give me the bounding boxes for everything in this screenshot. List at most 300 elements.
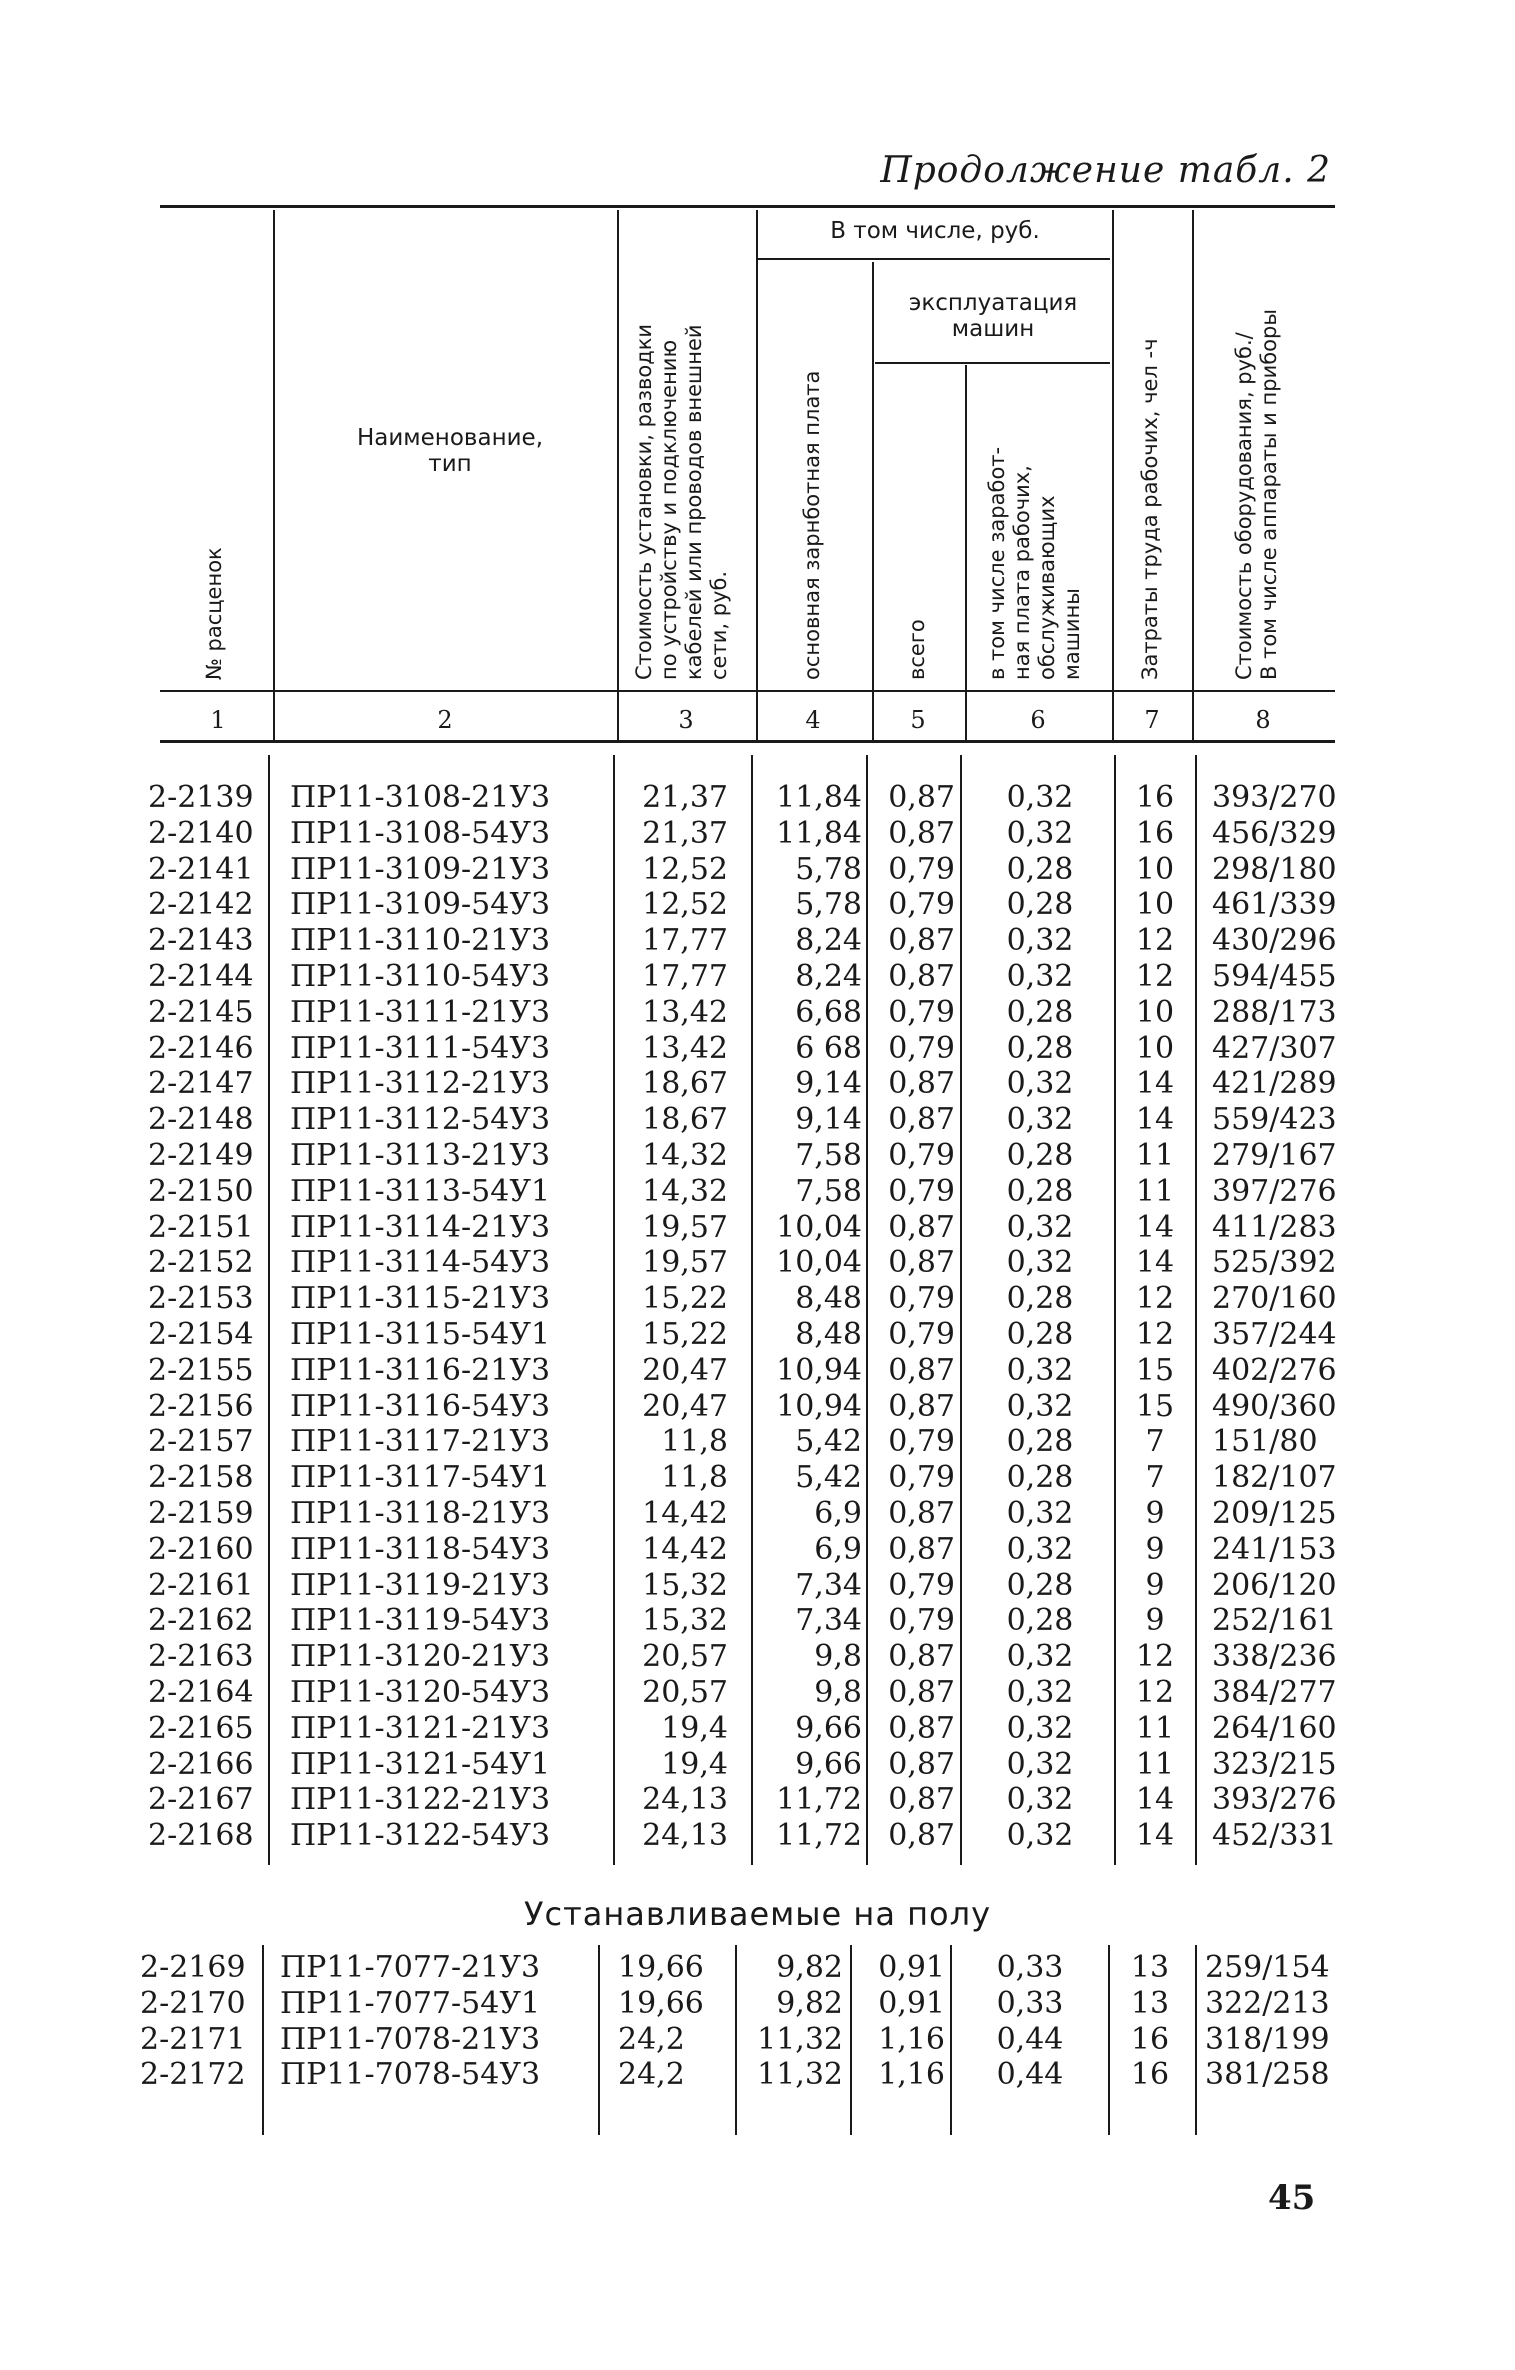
cell-base-wage: 9,14 (795, 1102, 862, 1138)
cell-operator-wage: 0,32 (1006, 1818, 1074, 1854)
cell-labor-cost: 14 (1135, 1209, 1175, 1245)
cell-name-type: ПР11-3112-21У3 (290, 1066, 551, 1102)
cell-name-type: ПР11-3114-54У3 (290, 1245, 551, 1281)
column-number-4: 4 (805, 706, 821, 734)
header-machine-operation: эксплуатация машин (908, 290, 1078, 342)
cell-name-type: ПР11-3121-21У3 (290, 1710, 551, 1746)
cell-operator-wage: 0,32 (1006, 1675, 1074, 1710)
cell-install-cost: 19,4 (661, 1710, 728, 1746)
cell-labor-cost: 12 (1135, 923, 1175, 959)
body-col-divider-2 (613, 755, 615, 1865)
cell-machine-total: 0,79 (888, 1173, 955, 1209)
cell-operator-wage: 0,28 (1006, 1138, 1074, 1173)
cell-install-cost: 19,57 (642, 1245, 728, 1281)
cell-name-type: ПР11-3119-21У3 (290, 1567, 551, 1603)
cell-equipment-cost: 381/258 (1205, 2057, 1330, 2093)
cell-install-cost: 12,52 (642, 851, 728, 887)
header-total: всего (905, 619, 929, 680)
cell-equipment-cost: 384/277 (1212, 1675, 1337, 1710)
cell-name-type: ПР11-3116-21У3 (290, 1352, 551, 1388)
header-labor-cost: Затраты труда рабочих, чел -ч (1138, 338, 1162, 680)
cell-machine-total: 0,87 (888, 1818, 955, 1854)
cell-machine-total: 0,87 (888, 1782, 955, 1818)
cell-labor-cost: 10 (1135, 887, 1175, 923)
cell-base-wage: 8,48 (795, 1281, 862, 1317)
cell-labor-cost: 11 (1135, 1746, 1175, 1782)
cell-rate-number: 2-2142 (148, 887, 254, 923)
cell-rate-number: 2-2145 (148, 994, 254, 1030)
cell-equipment-cost: 594/455 (1212, 959, 1337, 994)
cell-operator-wage: 0,28 (1006, 1460, 1074, 1496)
cell-install-cost: 24,2 (618, 2021, 685, 2057)
cell-rate-number: 2-2144 (148, 959, 254, 994)
cell-base-wage: 8,24 (795, 959, 862, 994)
floor-col-divider-5 (950, 1945, 952, 2135)
cell-base-wage: 6 68 (795, 1030, 862, 1066)
cell-install-cost: 18,67 (642, 1102, 728, 1138)
cell-name-type: ПР11-3109-54У3 (290, 887, 551, 923)
cell-base-wage: 5,42 (795, 1424, 862, 1460)
column-number-7: 7 (1144, 706, 1160, 734)
cell-name-type: ПР11-3113-54У1 (290, 1173, 551, 1209)
cell-labor-cost: 14 (1135, 1102, 1175, 1138)
cell-rate-number: 2-2158 (148, 1460, 254, 1496)
cell-install-cost: 20,47 (642, 1388, 728, 1424)
cell-install-cost: 13,42 (642, 1030, 728, 1066)
cell-name-type: ПР11-3115-54У1 (290, 1317, 551, 1352)
cell-operator-wage: 0,28 (1006, 851, 1074, 887)
cell-labor-cost: 12 (1135, 1317, 1175, 1352)
cell-machine-total: 0,79 (888, 887, 955, 923)
cell-base-wage: 9,66 (795, 1746, 862, 1782)
cell-labor-cost: 12 (1135, 1639, 1175, 1675)
cell-equipment-cost: 209/125 (1212, 1496, 1337, 1531)
header-col-divider-6 (1112, 210, 1114, 740)
cell-machine-total: 0,79 (888, 1138, 955, 1173)
cell-install-cost: 19,66 (618, 1950, 704, 1985)
cell-base-wage: 6,9 (814, 1531, 862, 1567)
cell-operator-wage: 0,44 (996, 2057, 1064, 2093)
exploitation-underline (875, 362, 1110, 364)
cell-labor-cost: 10 (1135, 994, 1175, 1030)
cell-install-cost: 20,47 (642, 1352, 728, 1388)
cell-rate-number: 2-2170 (140, 1985, 246, 2021)
cell-machine-total: 0,87 (888, 1245, 955, 1281)
cell-labor-cost: 13 (1130, 1950, 1170, 1985)
cell-machine-total: 0,87 (888, 1352, 955, 1388)
cell-equipment-cost: 559/423 (1212, 1102, 1337, 1138)
cell-install-cost: 24,13 (642, 1818, 728, 1854)
cell-name-type: ПР11-3110-21У3 (290, 923, 551, 959)
cell-rate-number: 2-2150 (148, 1173, 254, 1209)
cell-labor-cost: 16 (1135, 780, 1175, 815)
cell-equipment-cost: 393/270 (1212, 780, 1337, 815)
cell-base-wage: 10,04 (776, 1209, 862, 1245)
table-top-rule (160, 205, 1335, 208)
cell-machine-total: 0,79 (888, 1317, 955, 1352)
cell-name-type: ПР11-3113-21У3 (290, 1138, 551, 1173)
cell-base-wage: 10,94 (776, 1388, 862, 1424)
cell-equipment-cost: 430/296 (1212, 923, 1337, 959)
cell-labor-cost: 16 (1130, 2057, 1170, 2093)
column-number-1: 1 (210, 706, 226, 734)
cell-base-wage: 6,9 (814, 1496, 862, 1531)
cell-machine-total: 1,16 (878, 2057, 945, 2093)
cell-name-type: ПР11-7078-54У3 (280, 2057, 541, 2093)
cell-install-cost: 24,2 (618, 2057, 685, 2093)
cell-equipment-cost: 323/215 (1212, 1746, 1337, 1782)
cell-name-type: ПР11-3108-21У3 (290, 780, 551, 815)
cell-equipment-cost: 397/276 (1212, 1173, 1337, 1209)
cell-rate-number: 2-2164 (148, 1675, 254, 1710)
cell-base-wage: 9,82 (776, 1950, 843, 1985)
cell-labor-cost: 15 (1135, 1388, 1175, 1424)
cell-operator-wage: 0,28 (1006, 1567, 1074, 1603)
cell-rate-number: 2-2146 (148, 1030, 254, 1066)
cell-labor-cost: 7 (1145, 1424, 1165, 1460)
cell-operator-wage: 0,32 (1006, 1245, 1074, 1281)
cell-operator-wage: 0,32 (1006, 959, 1074, 994)
cell-machine-total: 0,87 (888, 780, 955, 815)
cell-install-cost: 15,22 (642, 1317, 728, 1352)
cell-rate-number: 2-2157 (148, 1424, 254, 1460)
header-col-divider-5 (965, 365, 967, 740)
cell-equipment-cost: 452/331 (1212, 1818, 1337, 1854)
cell-base-wage: 9,66 (795, 1710, 862, 1746)
cell-name-type: ПР11-7077-54У1 (280, 1985, 541, 2021)
cell-install-cost: 13,42 (642, 994, 728, 1030)
cell-install-cost: 15,22 (642, 1281, 728, 1317)
body-col-divider-1 (268, 755, 270, 1865)
cell-equipment-cost: 252/161 (1212, 1603, 1337, 1639)
cell-operator-wage: 0,33 (996, 1950, 1064, 1985)
cell-equipment-cost: 241/153 (1212, 1531, 1337, 1567)
cell-machine-total: 0,91 (878, 1985, 945, 2021)
cell-labor-cost: 12 (1135, 1281, 1175, 1317)
cell-base-wage: 7,34 (795, 1567, 862, 1603)
cell-machine-total: 0,87 (888, 1209, 955, 1245)
cell-equipment-cost: 322/213 (1205, 1985, 1330, 2021)
floor-col-divider-4 (850, 1945, 852, 2135)
cell-equipment-cost: 357/244 (1212, 1317, 1337, 1352)
cell-equipment-cost: 279/167 (1212, 1138, 1337, 1173)
cell-rate-number: 2-2163 (148, 1639, 254, 1675)
cell-base-wage: 11,72 (776, 1818, 862, 1854)
header-group-in-rubles: В том числе, руб. (830, 218, 1040, 244)
cell-install-cost: 14,42 (642, 1531, 728, 1567)
body-col-divider-7 (1195, 755, 1197, 1865)
cell-equipment-cost: 288/173 (1212, 994, 1337, 1030)
cell-machine-total: 0,87 (888, 1675, 955, 1710)
cell-base-wage: 8,48 (795, 1317, 862, 1352)
cell-name-type: ПР11-7077-21У3 (280, 1950, 541, 1985)
cell-rate-number: 2-2154 (148, 1317, 254, 1352)
cell-base-wage: 5,78 (795, 851, 862, 887)
cell-equipment-cost: 206/120 (1212, 1567, 1337, 1603)
cell-machine-total: 1,16 (878, 2021, 945, 2057)
cell-rate-number: 2-2161 (148, 1567, 254, 1603)
cell-install-cost: 19,4 (661, 1746, 728, 1782)
column-numbers-rule (160, 740, 1335, 743)
cell-rate-number: 2-2148 (148, 1102, 254, 1138)
cell-base-wage: 10,04 (776, 1245, 862, 1281)
cell-install-cost: 14,42 (642, 1496, 728, 1531)
header-col-divider-1 (273, 210, 275, 740)
cell-machine-total: 0,87 (888, 1639, 955, 1675)
cell-operator-wage: 0,32 (1006, 1209, 1074, 1245)
cell-rate-number: 2-2160 (148, 1531, 254, 1567)
cell-operator-wage: 0,44 (996, 2021, 1064, 2057)
cell-name-type: ПР11-3114-21У3 (290, 1209, 551, 1245)
cell-name-type: ПР11-3117-54У1 (290, 1460, 551, 1496)
cell-machine-total: 0,87 (888, 1746, 955, 1782)
cell-base-wage: 5,42 (795, 1460, 862, 1496)
cell-operator-wage: 0,32 (1006, 1496, 1074, 1531)
cell-base-wage: 11,84 (776, 815, 862, 851)
cell-labor-cost: 12 (1135, 959, 1175, 994)
cell-operator-wage: 0,32 (1006, 1639, 1074, 1675)
cell-operator-wage: 0,28 (1006, 1030, 1074, 1066)
cell-machine-total: 0,87 (888, 1496, 955, 1531)
cell-labor-cost: 11 (1135, 1138, 1175, 1173)
cell-rate-number: 2-2149 (148, 1138, 254, 1173)
cell-labor-cost: 13 (1130, 1985, 1170, 2021)
cell-base-wage: 11,32 (757, 2021, 843, 2057)
cell-equipment-cost: 264/160 (1212, 1710, 1337, 1746)
cell-base-wage: 11,72 (776, 1782, 862, 1818)
cell-machine-total: 0,79 (888, 1567, 955, 1603)
cell-equipment-cost: 411/283 (1212, 1209, 1337, 1245)
cell-install-cost: 19,66 (618, 1985, 704, 2021)
cell-operator-wage: 0,32 (1006, 1352, 1074, 1388)
cell-operator-wage: 0,28 (1006, 1281, 1074, 1317)
cell-labor-cost: 7 (1145, 1460, 1165, 1496)
header-col-divider-4 (872, 262, 874, 740)
cell-equipment-cost: 421/289 (1212, 1066, 1337, 1102)
cell-rate-number: 2-2159 (148, 1496, 254, 1531)
cell-operator-wage: 0,32 (1006, 1782, 1074, 1818)
cell-name-type: ПР11-3108-54У3 (290, 815, 551, 851)
header-bottom-rule (160, 690, 1335, 692)
cell-base-wage: 7,58 (795, 1138, 862, 1173)
cell-operator-wage: 0,28 (1006, 1424, 1074, 1460)
cell-install-cost: 17,77 (642, 959, 728, 994)
cell-base-wage: 9,8 (814, 1675, 862, 1710)
cell-base-wage: 7,34 (795, 1603, 862, 1639)
cell-install-cost: 12,52 (642, 887, 728, 923)
cell-labor-cost: 10 (1135, 1030, 1175, 1066)
cell-labor-cost: 9 (1145, 1496, 1165, 1531)
cell-operator-wage: 0,28 (1006, 1603, 1074, 1639)
cell-name-type: ПР11-3111-54У3 (290, 1030, 551, 1066)
cell-name-type: ПР11-3110-54У3 (290, 959, 551, 994)
cell-rate-number: 2-2155 (148, 1352, 254, 1388)
cell-base-wage: 5,78 (795, 887, 862, 923)
cell-equipment-cost: 490/360 (1212, 1388, 1337, 1424)
header-equipment-cost: Стоимость оборудования, руб./ В том числе аппараты и приборы (1232, 309, 1281, 680)
cell-equipment-cost: 393/276 (1212, 1782, 1337, 1818)
cell-equipment-cost: 461/339 (1212, 887, 1337, 923)
cell-machine-total: 0,87 (888, 959, 955, 994)
cell-labor-cost: 9 (1145, 1567, 1165, 1603)
header-base-wage: основная зарнботная плата (800, 370, 824, 680)
cell-rate-number: 2-2169 (140, 1950, 246, 1985)
cell-install-cost: 19,57 (642, 1209, 728, 1245)
floor-col-divider-2 (598, 1945, 600, 2135)
cell-rate-number: 2-2151 (148, 1209, 254, 1245)
cell-rate-number: 2-2147 (148, 1066, 254, 1102)
column-number-5: 5 (910, 706, 926, 734)
cell-equipment-cost: 151/80 (1212, 1424, 1318, 1460)
cell-labor-cost: 14 (1135, 1818, 1175, 1854)
header-col-divider-3 (756, 210, 758, 740)
cell-operator-wage: 0,28 (1006, 1173, 1074, 1209)
cell-equipment-cost: 259/154 (1205, 1950, 1330, 1985)
cell-labor-cost: 9 (1145, 1603, 1165, 1639)
header-name-type: Наименование, тип (356, 425, 544, 477)
cell-operator-wage: 0,32 (1006, 780, 1074, 815)
cell-name-type: ПР11-3117-21У3 (290, 1424, 551, 1460)
cell-base-wage: 9,82 (776, 1985, 843, 2021)
cell-name-type: ПР11-3109-21У3 (290, 851, 551, 887)
cell-machine-total: 0,79 (888, 1603, 955, 1639)
cell-name-type: ПР11-3120-54У3 (290, 1675, 551, 1710)
cell-install-cost: 20,57 (642, 1675, 728, 1710)
cell-rate-number: 2-2166 (148, 1746, 254, 1782)
cell-labor-cost: 14 (1135, 1782, 1175, 1818)
header-rate-number: № расценок (202, 547, 226, 680)
cell-machine-total: 0,79 (888, 851, 955, 887)
cell-base-wage: 7,58 (795, 1173, 862, 1209)
cell-operator-wage: 0,32 (1006, 923, 1074, 959)
cell-install-cost: 20,57 (642, 1639, 728, 1675)
cell-install-cost: 11,8 (661, 1424, 728, 1460)
cell-name-type: ПР11-3112-54У3 (290, 1102, 551, 1138)
column-number-6: 6 (1030, 706, 1046, 734)
floor-col-divider-7 (1195, 1945, 1197, 2135)
continuation-title: Продолжение табл. 2 (880, 150, 1331, 191)
cell-operator-wage: 0,32 (1006, 1531, 1074, 1567)
cell-operator-wage: 0,32 (1006, 1066, 1074, 1102)
cell-machine-total: 0,79 (888, 1281, 955, 1317)
cell-base-wage: 8,24 (795, 923, 862, 959)
cell-machine-total: 0,87 (888, 1388, 955, 1424)
column-number-8: 8 (1255, 706, 1271, 734)
cell-rate-number: 2-2171 (140, 2021, 246, 2057)
cell-name-type: ПР11-7078-21У3 (280, 2021, 541, 2057)
cell-name-type: ПР11-3122-54У3 (290, 1818, 551, 1854)
cell-labor-cost: 12 (1135, 1675, 1175, 1710)
cell-rate-number: 2-2140 (148, 815, 254, 851)
cell-rate-number: 2-2152 (148, 1245, 254, 1281)
cell-base-wage: 10,94 (776, 1352, 862, 1388)
header-col-divider-7 (1192, 210, 1194, 740)
cell-name-type: ПР11-3119-54У3 (290, 1603, 551, 1639)
cell-labor-cost: 11 (1135, 1710, 1175, 1746)
cell-base-wage: 11,84 (776, 780, 862, 815)
cell-rate-number: 2-2139 (148, 780, 254, 815)
page-number: 45 (1268, 2178, 1316, 2218)
cell-install-cost: 17,77 (642, 923, 728, 959)
cell-machine-total: 0,87 (888, 923, 955, 959)
cell-install-cost: 24,13 (642, 1782, 728, 1818)
cell-operator-wage: 0,32 (1006, 1710, 1074, 1746)
cell-operator-wage: 0,32 (1006, 1102, 1074, 1138)
cell-machine-total: 0,91 (878, 1950, 945, 1985)
cell-name-type: ПР11-3122-21У3 (290, 1782, 551, 1818)
cell-base-wage: 6,68 (795, 994, 862, 1030)
cell-install-cost: 21,37 (642, 815, 728, 851)
cell-labor-cost: 10 (1135, 851, 1175, 887)
cell-operator-wage: 0,32 (1006, 1746, 1074, 1782)
floor-col-divider-1 (262, 1945, 264, 2135)
cell-rate-number: 2-2153 (148, 1281, 254, 1317)
cell-operator-wage: 0,28 (1006, 1317, 1074, 1352)
cell-name-type: ПР11-3120-21У3 (290, 1639, 551, 1675)
cell-equipment-cost: 456/329 (1212, 815, 1337, 851)
cell-rate-number: 2-2156 (148, 1388, 254, 1424)
cell-install-cost: 11,8 (661, 1460, 728, 1496)
cell-labor-cost: 14 (1135, 1245, 1175, 1281)
cell-install-cost: 15,32 (642, 1567, 728, 1603)
cell-rate-number: 2-2167 (148, 1782, 254, 1818)
cell-rate-number: 2-2162 (148, 1603, 254, 1639)
floor-col-divider-6 (1108, 1945, 1110, 2135)
cell-install-cost: 21,37 (642, 780, 728, 815)
column-number-2: 2 (437, 706, 453, 734)
cell-rate-number: 2-2141 (148, 851, 254, 887)
cell-name-type: ПР11-3118-21У3 (290, 1496, 551, 1531)
cell-labor-cost: 11 (1135, 1173, 1175, 1209)
body-col-divider-4 (866, 755, 868, 1865)
body-col-divider-6 (1114, 755, 1116, 1865)
cell-name-type: ПР11-3121-54У1 (290, 1746, 551, 1782)
cell-machine-total: 0,79 (888, 1424, 955, 1460)
cell-machine-total: 0,79 (888, 1460, 955, 1496)
cell-equipment-cost: 318/199 (1205, 2021, 1330, 2057)
cell-machine-total: 0,79 (888, 994, 955, 1030)
cell-rate-number: 2-2172 (140, 2057, 246, 2093)
cell-equipment-cost: 338/236 (1212, 1639, 1337, 1675)
cell-name-type: ПР11-3115-21У3 (290, 1281, 551, 1317)
cell-labor-cost: 14 (1135, 1066, 1175, 1102)
cell-name-type: ПР11-3116-54У3 (290, 1388, 551, 1424)
cell-machine-total: 0,79 (888, 1030, 955, 1066)
cell-equipment-cost: 298/180 (1212, 851, 1337, 887)
cell-operator-wage: 0,32 (1006, 1388, 1074, 1424)
cell-base-wage: 9,14 (795, 1066, 862, 1102)
cell-equipment-cost: 182/107 (1212, 1460, 1337, 1496)
cell-equipment-cost: 402/276 (1212, 1352, 1337, 1388)
header-install-cost: Стоимость установки, разводки по устройству и подключению кабелей или проводов внешней сети, руб. (632, 323, 731, 680)
cell-operator-wage: 0,28 (1006, 887, 1074, 923)
cell-machine-total: 0,87 (888, 1710, 955, 1746)
floor-col-divider-3 (735, 1945, 737, 2135)
cell-machine-total: 0,87 (888, 1102, 955, 1138)
cell-install-cost: 14,32 (642, 1138, 728, 1173)
cell-labor-cost: 16 (1135, 815, 1175, 851)
column-number-3: 3 (678, 706, 694, 734)
cell-machine-total: 0,87 (888, 815, 955, 851)
cell-operator-wage: 0,28 (1006, 994, 1074, 1030)
cell-name-type: ПР11-3111-21У3 (290, 994, 551, 1030)
cell-rate-number: 2-2143 (148, 923, 254, 959)
cell-labor-cost: 15 (1135, 1352, 1175, 1388)
cell-operator-wage: 0,33 (996, 1985, 1064, 2021)
cell-rate-number: 2-2165 (148, 1710, 254, 1746)
header-col-divider-2 (617, 210, 619, 740)
cell-rate-number: 2-2168 (148, 1818, 254, 1854)
